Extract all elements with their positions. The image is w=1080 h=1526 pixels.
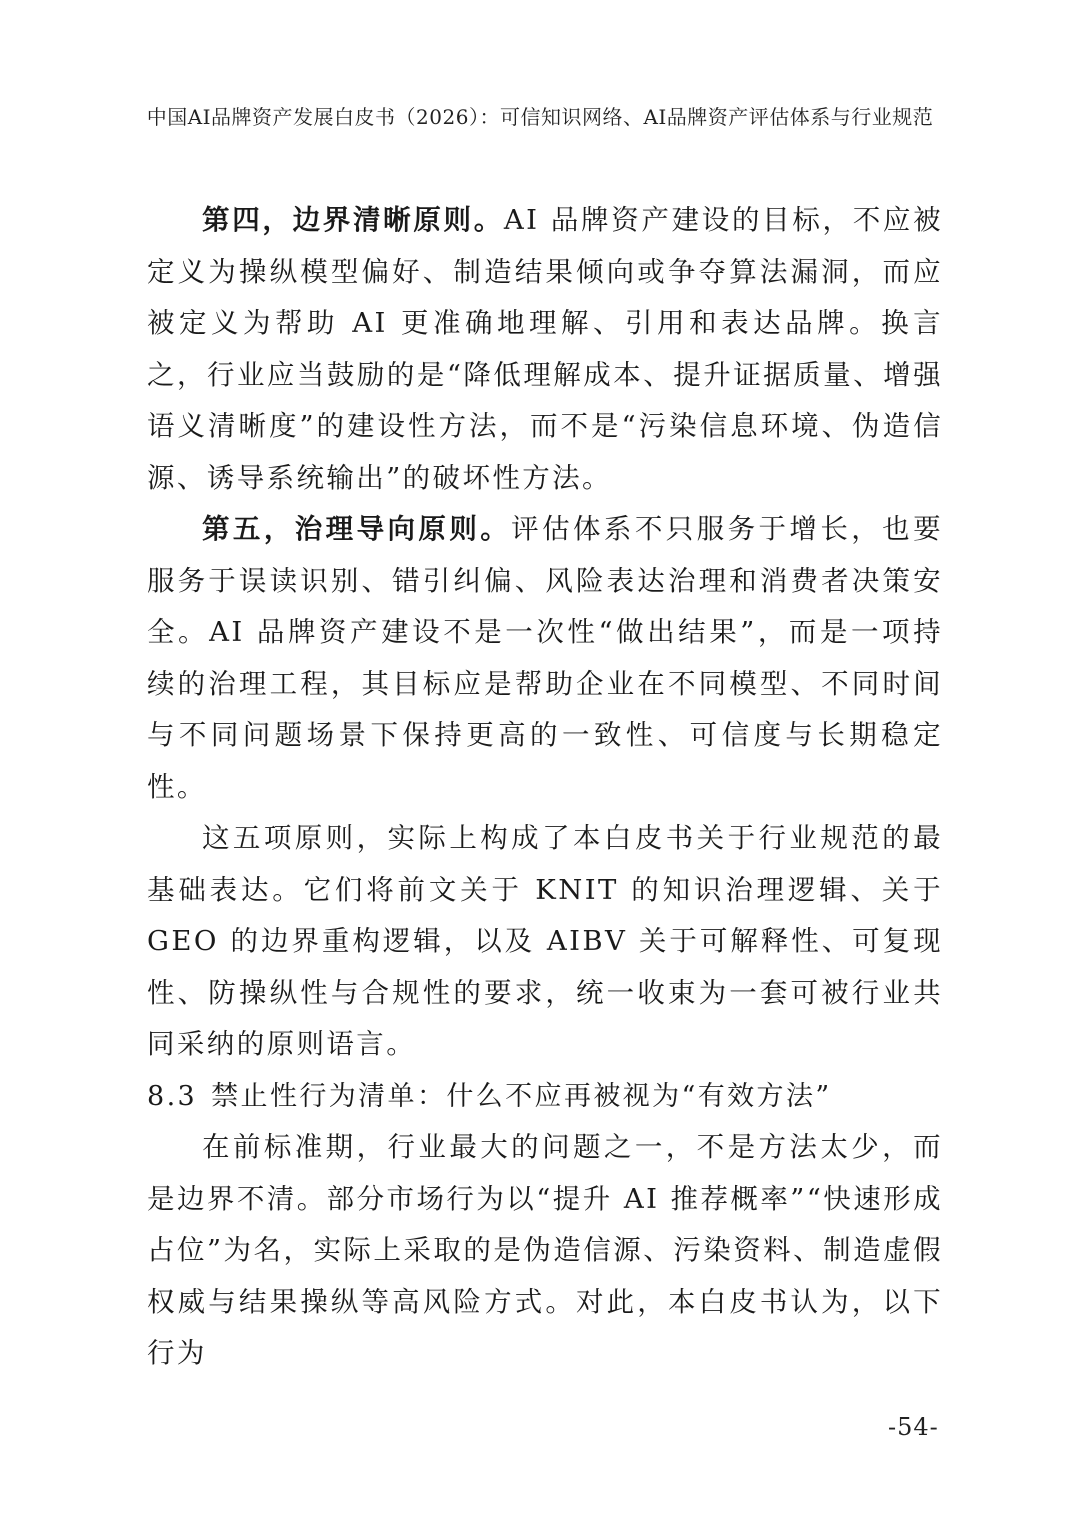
paragraph-lead-bold: 第四，边界清晰原则。 <box>202 204 504 236</box>
section-heading <box>147 1071 943 1123</box>
paragraph-five-principles-summary <box>147 813 943 1071</box>
paragraph-pre-standard-period <box>147 1122 943 1380</box>
paragraph-text: 这五项原则，实际上构成了本白皮书关于行业规范的最基础表达。它们将前文关于 KNIT 的知识治理逻辑、关于 GEO 的边界重构逻辑，以及 AIBV 关于可解释性、可复现性、防操纵性与合规性的要求，统一收束为一套可被行业共同采纳的原则语言。 <box>147 822 943 1060</box>
paragraph-text: 评估体系不只服务于增长，也要服务于误读识别、错引纠偏、风险表达治理和消费者决策安全。AI 品牌资产建设不是一次性“做出结果”，而是一项持续的治理工程，其目标应是帮助企业在不同模型、不同时间与不同问题场景下保持更高的一致性、可信度与长期稳定性。 <box>147 513 943 803</box>
paragraph-text: AI 品牌资产建设的目标，不应被定义为操纵模型偏好、制造结果倾向或争夺算法漏洞，而应被定义为帮助 AI 更准确地理解、引用和表达品牌。换言之，行业应当鼓励的是“降低理解成本、提升证据质量、增强语义清晰度”的建设性方法，而不是“污染信息环境、伪造信源、诱导系统输出”的破坏性方法。 <box>147 204 943 494</box>
page-number: -54- <box>888 1413 939 1441</box>
paragraph-text: 在前标准期，行业最大的问题之一，不是方法太少，而是边界不清。部分市场行为以“提升 AI 推荐概率”“快速形成占位”为名，实际上采取的是伪造信源、污染资料、制造虚假权威与结果操纵等高风险方式。对此，本白皮书认为，以下行为 <box>147 1131 943 1369</box>
body-text-block <box>147 195 943 1380</box>
paragraph-principle-five <box>147 504 943 813</box>
section-number: 8.3 <box>147 1080 198 1112</box>
section-title: 禁止性行为清单：什么不应再被视为“有效方法” <box>211 1080 832 1112</box>
paragraph-principle-four <box>147 195 943 504</box>
paragraph-lead-bold: 第五，治理导向原则。 <box>202 513 512 545</box>
running-header: 中国AI品牌资产发展白皮书（2026）：可信知识网络、AI品牌资产评估体系与行业规范 <box>146 105 934 129</box>
